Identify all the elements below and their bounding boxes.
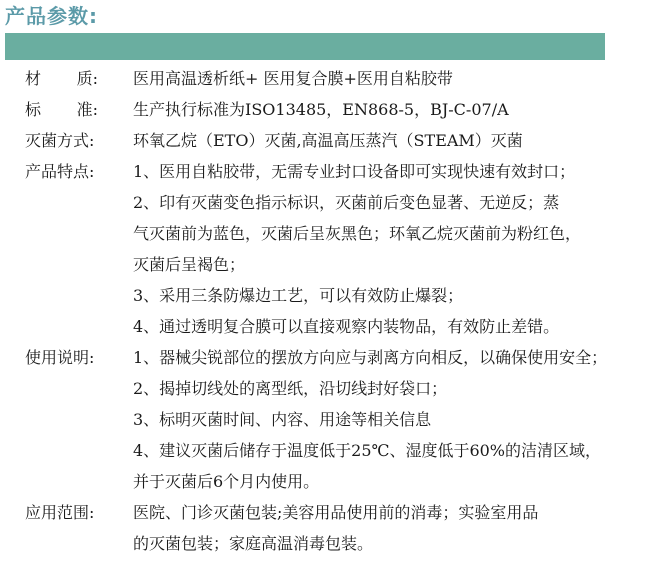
feature-line: 1、医用自粘胶带，无需专业封口设备即可实现快速有效封口； <box>133 162 576 181</box>
row-standard <box>0 94 650 125</box>
feature-line: 3、采用三条防爆边工艺，可以有效防止爆裂； <box>133 286 464 305</box>
feature-line: 4、通过透明复合膜可以直接观察内装物品，有效防止差错。 <box>133 317 560 336</box>
label-material: 材 质: <box>25 69 98 88</box>
label-features: 产品特点: <box>25 162 95 181</box>
row-usage <box>0 342 650 497</box>
section-heading: 产品参数: <box>5 4 98 28</box>
feature-line: 2、印有灭菌变色指示标识，灭菌前后变色显著、无逆反；蒸 <box>133 193 560 212</box>
label-sterilization: 灭菌方式: <box>25 131 95 150</box>
application-line: 的灭菌包装；家庭高温消毒包装。 <box>133 534 374 553</box>
value-sterilization: 环氧乙烷（ETO）灭菌,高温高压蒸汽（STEAM）灭菌 <box>133 131 523 150</box>
value-application <box>133 497 650 559</box>
row-application <box>0 497 650 559</box>
heading-divider-bar <box>5 33 605 60</box>
product-parameters <box>0 63 650 559</box>
feature-line: 灭菌后呈褐色； <box>133 255 246 274</box>
value-material: 医用高温透析纸+ 医用复合膜+医用自粘胶带 <box>133 69 453 88</box>
label-usage: 使用说明: <box>25 348 95 367</box>
row-material <box>0 63 650 94</box>
usage-line: 1、器械尖锐部位的摆放方向应与剥离方向相反，以确保使用安全； <box>133 348 608 367</box>
usage-line: 3、标明灭菌时间、内容、用途等相关信息 <box>133 410 432 429</box>
row-sterilization <box>0 125 650 156</box>
usage-line: 4、建议灭菌后储存于温度低于25℃、湿度低于60%的洁清区域， <box>133 441 602 460</box>
label-standard: 标 准: <box>25 100 98 119</box>
value-features <box>133 156 650 342</box>
row-features <box>0 156 650 342</box>
feature-line: 气灭菌前为蓝色，灭菌后呈灰黑色；环氧乙烷灭菌前为粉红色， <box>133 224 582 243</box>
application-line: 医院、门诊灭菌包装;美容用品使用前的消毒；实验室用品 <box>133 503 539 522</box>
usage-line: 并于灭菌后6个月内使用。 <box>133 472 320 491</box>
value-standard: 生产执行标准为ISO13485，EN868-5，BJ-C-07/A <box>133 100 509 119</box>
label-application: 应用范围: <box>25 503 95 522</box>
usage-line: 2、揭掉切线处的离型纸，沿切线封好袋口； <box>133 379 448 398</box>
value-usage <box>133 342 650 497</box>
